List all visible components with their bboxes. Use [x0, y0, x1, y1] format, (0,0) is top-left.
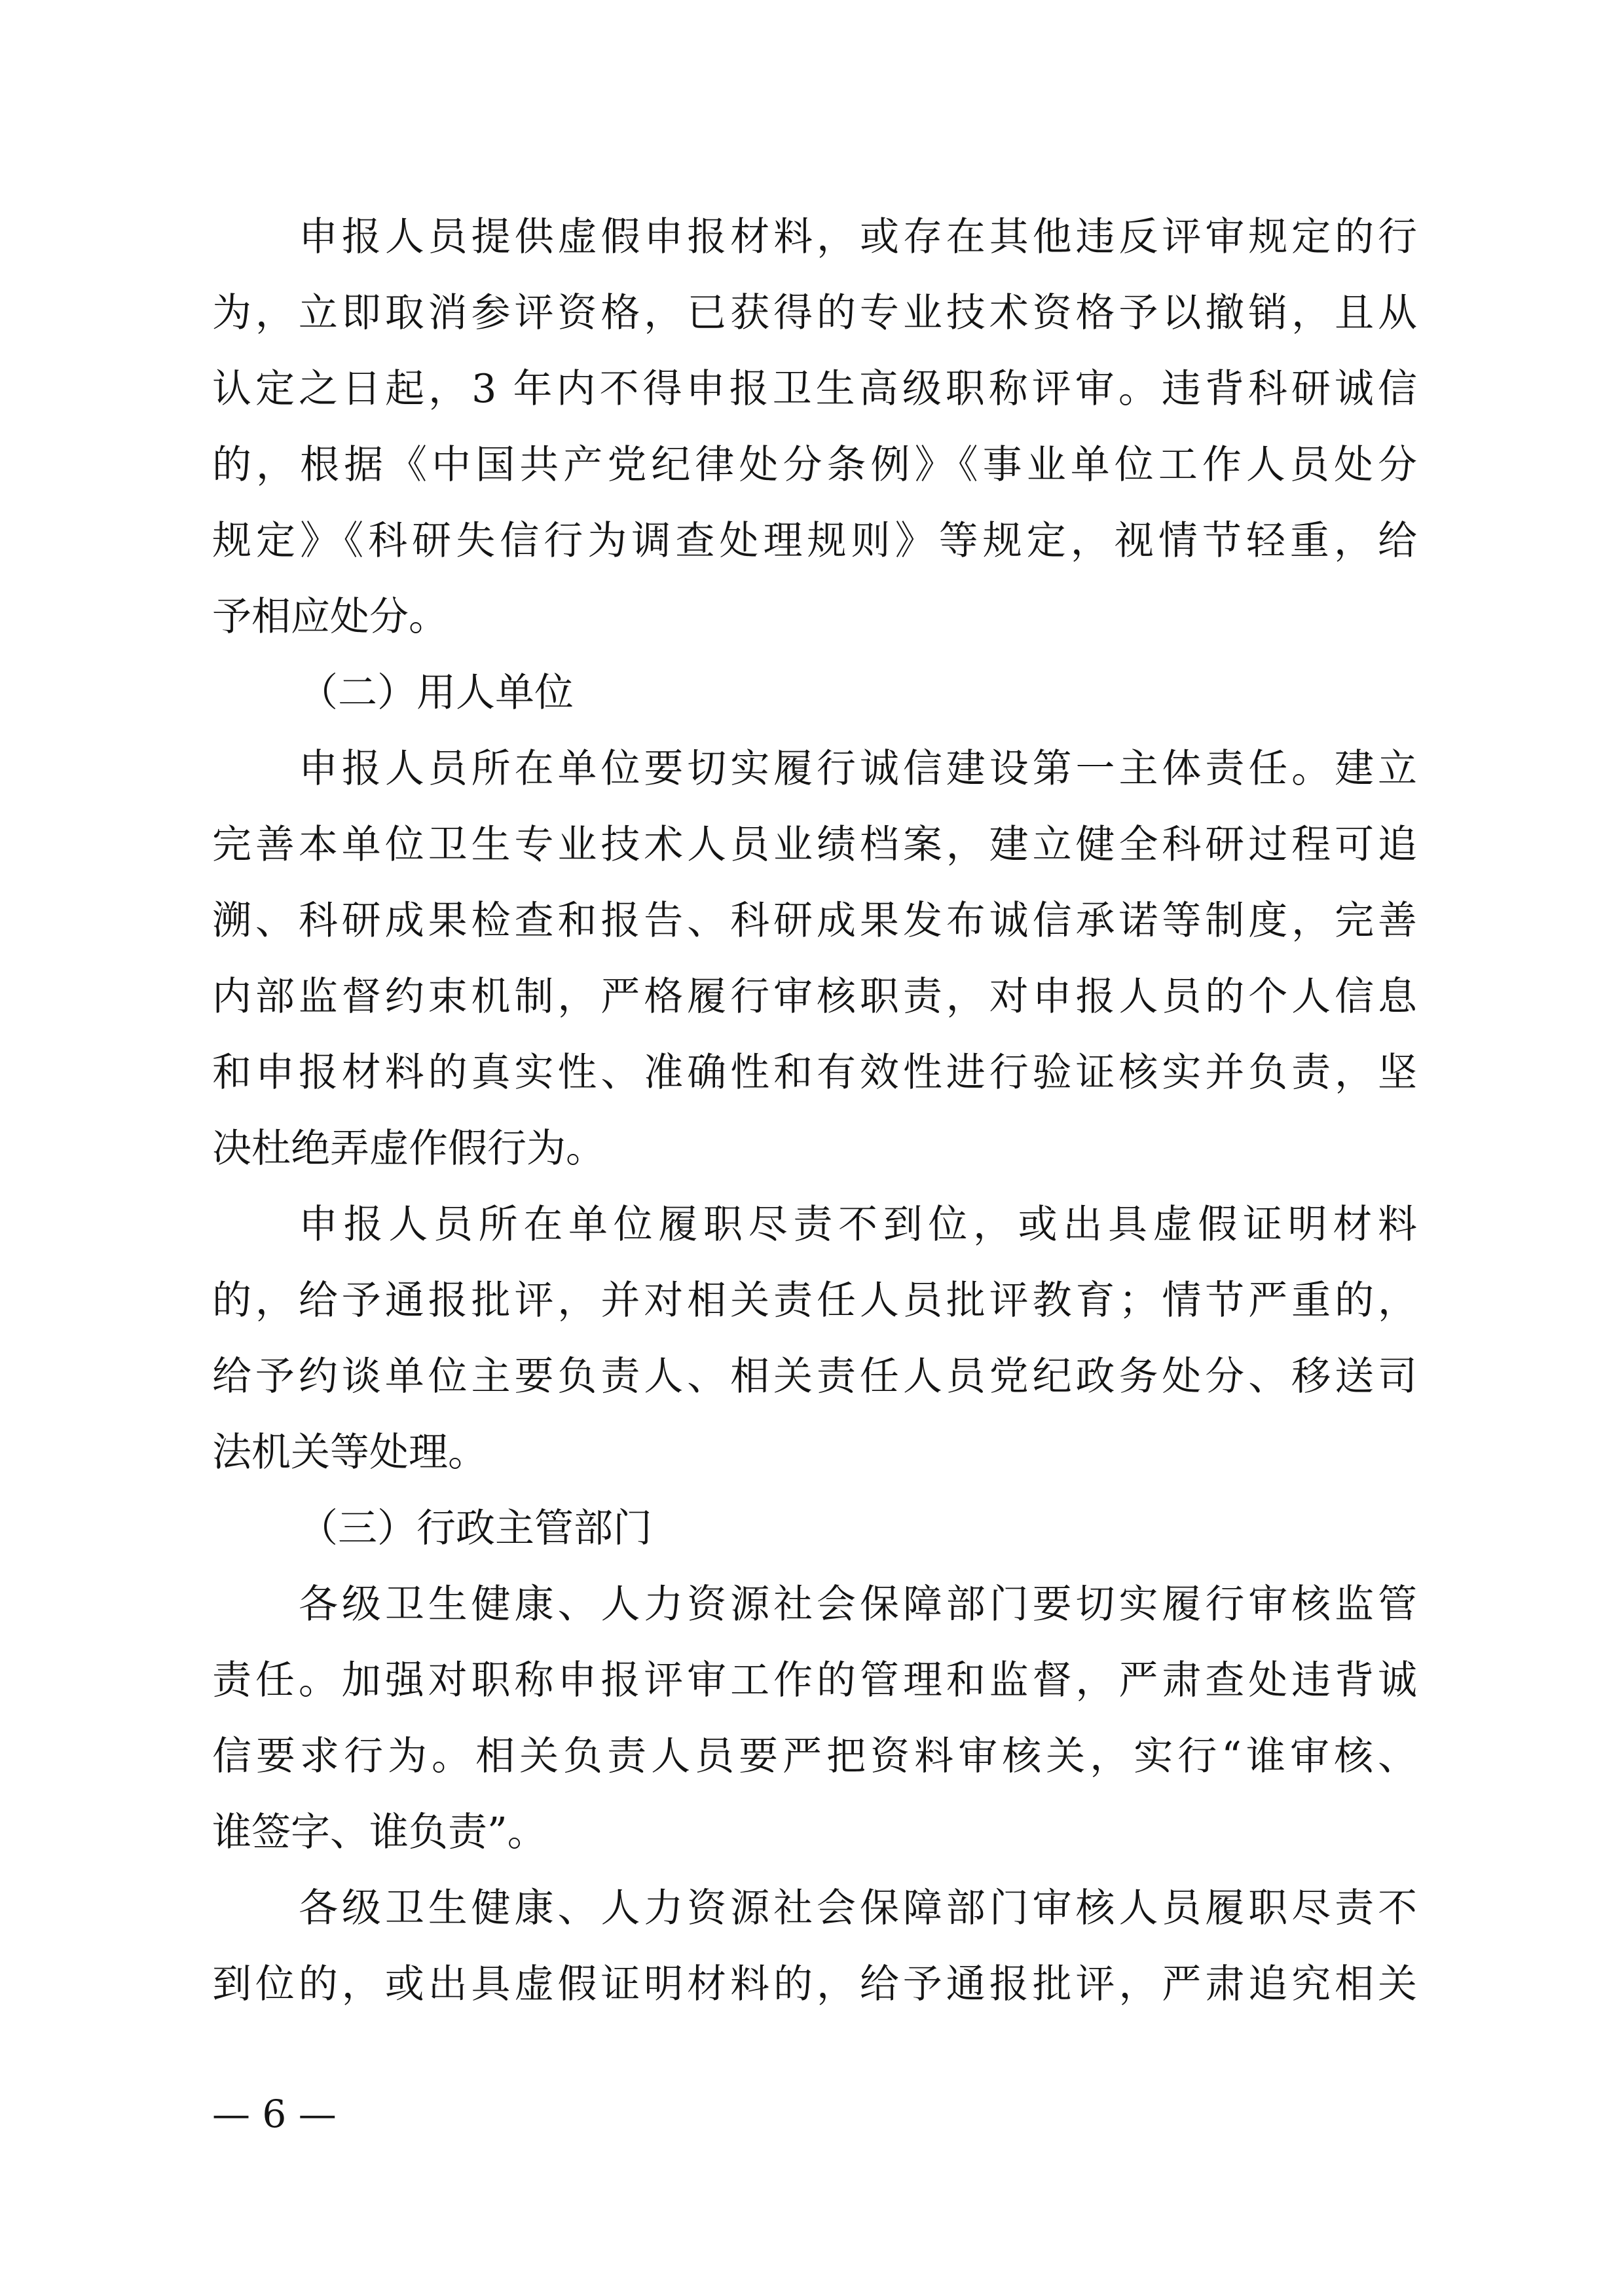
- text-line: 予相应处分。: [212, 594, 448, 640]
- text-line: 内部监督约束机制，严格履行审核职责，对申报人员的个人信息: [212, 974, 1417, 1020]
- section-heading: （二）用人单位: [299, 670, 574, 716]
- text-line: 申报人员所在单位履职尽责不到位，或出具虚假证明材料: [299, 1202, 1417, 1248]
- text-line: 完善本单位卫生专业技术人员业绩档案，建立健全科研过程可追: [212, 822, 1417, 868]
- text-line: 责任。加强对职称申报评审工作的管理和监督，严肃查处违背诚: [212, 1657, 1417, 1703]
- text-line: 申报人员所在单位要切实履行诚信建设第一主体责任。建立: [299, 746, 1417, 792]
- text-line: 给予约谈单位主要负责人、相关责任人员党纪政务处分、移送司: [212, 1354, 1417, 1399]
- text-line: 信要求行为。相关负责人员要严把资料审核关，实行“谁审核、: [212, 1733, 1417, 1779]
- text-line: 的，根据《中国共产党纪律处分条例》《事业单位工作人员处分: [212, 442, 1417, 488]
- text-line: 法机关等处理。: [212, 1430, 487, 1475]
- text-line: 申报人员提供虚假申报材料，或存在其他违反评审规定的行: [299, 214, 1417, 260]
- page-number: — 6 —: [212, 2092, 337, 2136]
- section-heading: （三）行政主管部门: [299, 1506, 652, 1551]
- text-line: 决杜绝弄虚作假行为。: [212, 1126, 605, 1172]
- text-line: 的，给予通报批评，并对相关责任人员批评教育；情节严重的，: [212, 1278, 1417, 1324]
- text-line: 规定》《科研失信行为调查处理规则》等规定，视情节轻重，给: [212, 518, 1417, 564]
- text-line: 和申报材料的真实性、准确性和有效性进行验证核实并负责，坚: [212, 1050, 1417, 1096]
- text-line: 各级卫生健康、人力资源社会保障部门要切实履行审核监管: [299, 1582, 1417, 1627]
- text-line: 溯、科研成果检查和报告、科研成果发布诚信承诺等制度，完善: [212, 898, 1417, 944]
- text-line: 到位的，或出具虚假证明材料的，给予通报批评，严肃追究相关: [212, 1961, 1417, 2007]
- text-line: 认定之日起，3 年内不得申报卫生高级职称评审。违背科研诚信: [212, 366, 1417, 412]
- text-line: 谁签字、谁负责”。: [212, 1809, 547, 1855]
- text-line: 为，立即取消参评资格，已获得的专业技术资格予以撤销，且从: [212, 290, 1417, 336]
- text-line: 各级卫生健康、人力资源社会保障部门审核人员履职尽责不: [299, 1885, 1417, 1931]
